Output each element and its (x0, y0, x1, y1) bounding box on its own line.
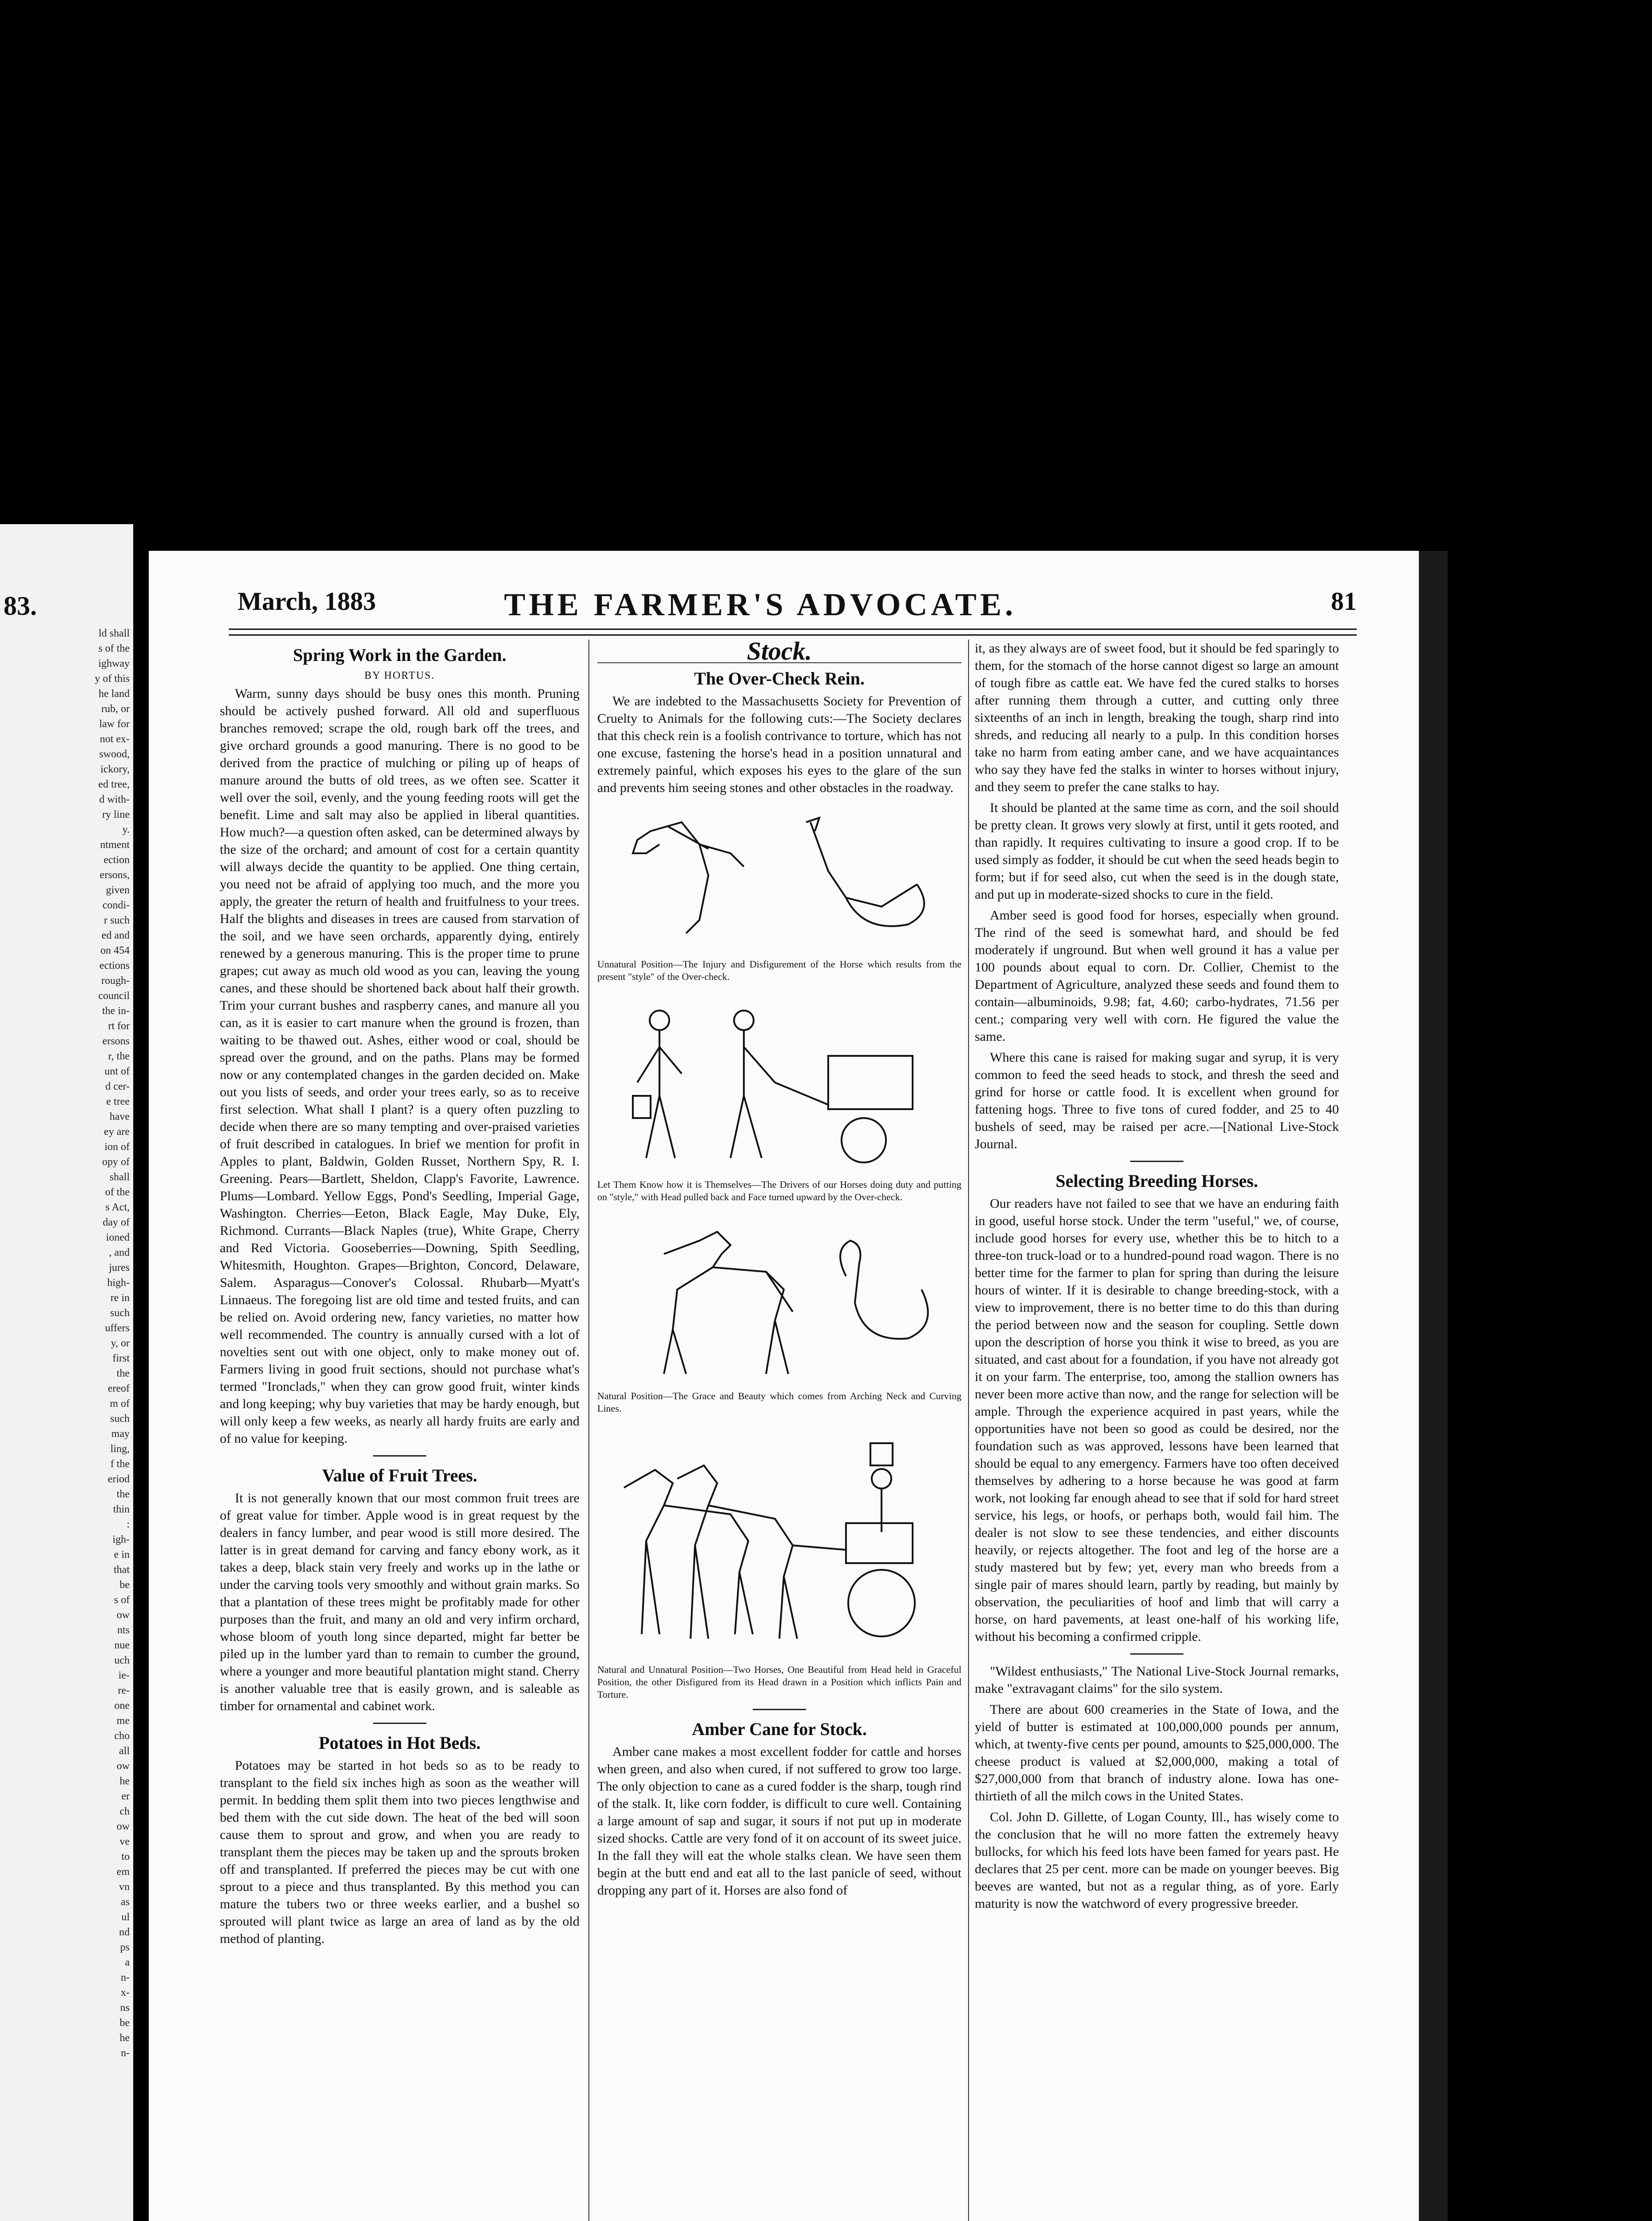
adjacent-page-fragment: n- (121, 2047, 130, 2059)
adjacent-page-fragment: uffers (105, 1322, 130, 1334)
adjacent-page-fragment: rough- (101, 975, 130, 987)
page-shadow (1419, 551, 1448, 2221)
adjacent-page-fragment: , and (109, 1247, 130, 1258)
adjacent-page-fragment: he land (99, 688, 130, 700)
adjacent-page-fragment: d with- (99, 794, 130, 805)
adjacent-page-fragment: have (109, 1111, 130, 1122)
illustration-carriage-two-horses (597, 1425, 961, 1656)
adjacent-page-fragment: day of (103, 1217, 130, 1228)
illustration-horse-overcheck-swan (597, 804, 961, 951)
adjacent-page-fragment: ps (120, 1942, 130, 1953)
adjacent-page-fragment: ow (116, 1609, 130, 1621)
illustration-caption: Let Them Know how it is Themselves—The Drivers of our Horses doing duty and putting on "style," with Head pulled back and Face turned upward by the Over-check. (597, 1179, 961, 1202)
adjacent-page-fragment: re in (110, 1292, 130, 1304)
adjacent-page-fragment: thin (113, 1504, 130, 1515)
adjacent-page-fragment: such (110, 1413, 130, 1425)
article-paragraph: Warm, sunny days should be busy ones this month. Pruning should be actively pushed forward. All old and superfluous branches removed; scrape the old, rough bark off the trees, and give orchard grounds a good manuring. There is no good to be derived from the practice of mulching or piling up of heaps of manure around the butts of old trees, as we often see. Scatter it well over the soil, evenly, and the young feeding roots will get the benefit. Lime and salt may also be applied in liberal quantities. How much?—a question often asked, can be determined always by the size of the orchard; and amount of cost for a certain quantity will always decide the quantity to be applied. One thing certain, you need not be afraid of applying too much, and the more you apply, the greater the return of health and fruitfulness to your trees. Half the blights and diseases in trees are caused from starvation of the soil, and we have seen orchards, apparently dying, entirely renewed by a generous manuring. This is the proper time to prune grapes; cut away as much old wood as you can, leaving the young canes, and these should be shortened back about half their growth. Trim your currant bushes and raspberry canes, and manure all you can, as it is easier to cart manure when the ground is frozen, than waiting to be thawed out. Ashes, either wood or coal, should be spread over the ground, and on the paths. Plans may be formed now or any contemplated changes in the garden decided on. Make out you lists of seeds, and order your trees early, so as to receive first selection. What shall I plant? is a query often puzzling to decide when there are so many tempting and over-praised varieties of fruit described in catalogues. In brief we mention for profit in Apples to plant, Baldwin, Golden Russet, Northern Spy, R. I. Greening. Pears—Bartlett, Sheldon, Clapp's Favorite, Lawrence. Plums—Lombard. Yellow Eggs, Pond's Seedling, Imperial Gage, Washington. Cherries—Eeton, Black Eagle, May Duke, Ely, Richmond. Currants—Black Naples (true), White Grape, Cherry and Red Victoria. Gooseberries—Downing, Spith Seedling, Whitesmith, Houghton. Grapes—Brighton, Concord, Delaware, Salem. Asparagus—Conover's Colossal. Rhubarb—Myatt's Linnaeus. The foregoing list are old time and tested fruits, and can be relied on. Avoid ordering new, fancy varieties, no matter how well recommended. The country is annually cursed with a lot of novelties sent out with one object, only to make money out of. Farmers living in good fruit sections, should not purchase what's termed "Ironclads," when they can grow good fruit, winter kinds and long keeping; why buy varieties that may be hardy enough, but will only keep a few weeks, as nearly all hardy fruits are early and of no value for keeping. (220, 686, 580, 1446)
article-title-spring-work: Spring Work in the Garden. (293, 645, 507, 665)
masthead (211, 586, 1374, 622)
adjacent-page-fragment: jures (109, 1262, 130, 1274)
adjacent-page-fragment: shall (109, 1171, 130, 1183)
adjacent-page-fragment: council (98, 990, 130, 1002)
column-divider (968, 640, 969, 2221)
adjacent-page-fragment: first (112, 1353, 130, 1364)
column-divider (588, 640, 589, 2221)
article-title-amber-cane: Amber Cane for Stock. (691, 1719, 867, 1739)
adjacent-page-fragment: he (119, 1775, 130, 1787)
adjacent-page-fragment: given (106, 884, 130, 896)
adjacent-page-fragment: n- (121, 1972, 130, 1983)
adjacent-page-fragment: vn (119, 1881, 130, 1893)
adjacent-page-fragment: e tree (106, 1096, 130, 1107)
adjacent-page-fragment: condi- (102, 900, 130, 911)
adjacent-page-fragment: nts (117, 1624, 130, 1636)
adjacent-page-fragment: ie- (118, 1670, 130, 1681)
adjacent-page-fragment: opy of (102, 1156, 130, 1168)
adjacent-page-fragment: swood, (99, 748, 130, 760)
adjacent-page-fragment: ection (103, 854, 130, 866)
adjacent-page-fragment: m of (110, 1398, 130, 1409)
adjacent-page-fragment: law for (99, 718, 130, 730)
adjacent-page-fragment: rub, or (101, 703, 130, 715)
adjacent-page-fragment: ersons (102, 1035, 130, 1047)
adjacent-page-fragment: ul (121, 1911, 130, 1923)
adjacent-page-fragment: may (111, 1428, 130, 1440)
adjacent-page-fragment: unt of (104, 1066, 130, 1077)
article-byline: BY HORTUS. (364, 670, 435, 681)
news-item-gillette: Col. John D. Gillette, of Logan County, Ill., has wisely come to the conclusion that he will no more fatten the extremely heavy bullocks, for which his feed lots have been famed for years past. He declares that 25 per cent. more can be made on younger beeves. Big beeves are wanted, but not as a regular thing, as of yore. Early maturity is now the watchword of every progressive breeder. (975, 1810, 1339, 1911)
adjacent-page-fragment: that (114, 1564, 130, 1576)
adjacent-page-fragment: d cer- (105, 1081, 130, 1092)
masthead-rule (229, 629, 1357, 636)
adjacent-page-fragment: e in (114, 1549, 130, 1560)
adjacent-page-fragment: ow (116, 1760, 130, 1772)
illustration-horse-natural-swan (597, 1214, 961, 1383)
adjacent-page-fragment: to (121, 1851, 130, 1863)
adjacent-page-fragment: one (114, 1700, 130, 1712)
adjacent-page-fragment: ling, (110, 1443, 130, 1455)
adjacent-page-fragment: ion of (104, 1141, 130, 1153)
article-title-fruit-trees: Value of Fruit Trees. (322, 1465, 477, 1485)
newspaper-page (149, 551, 1419, 2221)
adjacent-page-fragment: ve (119, 1836, 130, 1847)
adjacent-page-fragment: y. (122, 824, 130, 836)
article-title-breeding-horses: Selecting Breeding Horses. (1056, 1171, 1258, 1191)
adjacent-page-fragment: the (116, 1489, 130, 1500)
adjacent-page-fragment: y of this (95, 673, 130, 685)
adjacent-page-fragment: rt for (108, 1020, 130, 1032)
column-2 (597, 640, 961, 2221)
adjacent-page-fragment: ections (99, 960, 130, 971)
adjacent-page-edge (0, 524, 133, 2221)
adjacent-page-fragment: x- (121, 1987, 130, 1998)
illustration-men-pulling-cart (597, 994, 961, 1171)
article-paragraph: Where this cane is raised for making sugar and syrup, it is very common to feed the seed heads to stock, and thresh the seed and grind for horse or cattle food. It is excellent when ground for fattening hogs. Three to five tons of cured fodder, and 25 to 40 bushels of seed, may be raised per acre.—[National Live-Stock Journal. (975, 1050, 1339, 1151)
adjacent-page-fragment: re- (118, 1685, 130, 1696)
adjacent-page-fragment: ersons, (99, 869, 130, 881)
article-title-potatoes: Potatoes in Hot Beds. (318, 1733, 481, 1753)
adjacent-page-fragment: nue (114, 1640, 130, 1651)
section-separator (1130, 1653, 1183, 1655)
adjacent-page-fragment: s of (114, 1594, 130, 1606)
adjacent-page-fragment: nd (119, 1926, 130, 1938)
adjacent-page-fragment: the in- (102, 1005, 130, 1017)
article-paragraph: Amber cane makes a most excellent fodder for cattle and horses when green, and also when cured, if not suffered to grow too large. The only objection to cane as a cured fodder is the sharp, tough rind of the stalk. It, like corn fodder, is difficult to cure well. Containing a large amount of sap and sugar, it sours if not put up in moderate sized shocks. Cattle are very fond of it on account of its sweet juice. In the fall they will eat the whole stalks clean. We have seen them begin at the butt end and eat all to the last panicle of seed, without dropping any part of it. Horses are also fond of (597, 1744, 961, 1898)
adjacent-page-fragment: em (116, 1866, 130, 1878)
adjacent-page-fragment: ld shall (99, 628, 130, 639)
section-separator (373, 1723, 426, 1724)
publication-title: THE FARMER'S ADVOCATE. (504, 587, 1017, 622)
adjacent-page-fragment: igh- (112, 1534, 130, 1545)
adjacent-page-fragment: r, the (108, 1051, 130, 1062)
adjacent-page-fragment: uch (114, 1655, 130, 1666)
article-paragraph: Amber seed is good food for horses, especially when ground. The rind of the seed is somewhat hard, and should be fed moderately if unground. But when well ground it has a value per 100 pounds about equal to corn. Dr. Collier, Chemist to the Department of Agriculture, analyzed these seeds and found them to contain—albuminoids, 9.98; fat, 4.60; carbo-hydrates, 71.56 per cent.; comparing very well with corn. He figured the value the same. (975, 908, 1339, 1044)
illustration-caption: Natural Position—The Grace and Beauty which comes from Arching Neck and Curving Lines. (597, 1390, 961, 1414)
adjacent-page-folio: 83. (4, 591, 37, 621)
adjacent-page-fragment: ns (120, 2002, 130, 2014)
article-paragraph: It should be planted at the same time as corn, and the soil should be pretty clean. It grows very slowly at first, until it gets rooted, and than rapidly. It requires cultivating to insure a good crop. If to be used simply as fodder, it should be cut when the seed heads begin to form; but if for seed also, cut when the seed is in the dough state, and put up in moderate-sized shocks to cure in the field. (975, 800, 1339, 902)
article-paragraph: Our readers have not failed to see that we have an enduring faith in good, useful horse stock. Under the term "useful," we, of course, include good horses for every use, whether this be to hitch to a three-ton truck-load or to a hundred-pound road wagon. There is no better time for the farmer to plan for spring than during the leisure hours of winter. If it is desirable to change breeding-stock, with a view to improvement, there is no better time to do this than during the period between now and the season for coupling. Settle down upon the description of horse you think it wise to breed, as you are situated, and cast about for a foundation, if you have not already got it on your farm. The enterprise, too, among the stallion owners has never been more active than now, and the range for selection will be ample. Through the experience acquired in past years, while the opportunities have not been so good as could be desired, nor the foundation such as was approved, lessons have been learned that should be equal to any emergency. Farmers have too often deceived themselves by adhering to a horse because he was good at farm work, not looking far enough ahead to see that if sold for hard street service, his legs, or hoofs, or perhaps both, would fail him. The dealer is not slow to see these tendencies, and either discounts heavily, or rejects altogether. The foot and leg of the horse are a study mastered but by few; yet, every man who breeds from a single pair of mares should learn, partly by reading, but mainly by observation, the peculiarities of hoof and limb that will carry a horse, on hard pavements, at least one-half of his working life, without his becoming a confirmed cripple. (975, 1196, 1339, 1644)
adjacent-page-fragment: ed tree, (98, 779, 130, 790)
article-paragraph: it, as they always are of sweet food, but it should be fed sparingly to them, for the stomach of the horse cannot digest so large an amount of tough fibre as cattle eat. We have fed the cured stalks to horses after running them through a cutter, and cutting only three sixteenths of an inch in length, breaking the tough, sharp rind into shreds, and reducing all nearly to a pulp. In this condition horses take no harm from eating amber cane, and we have acquaintances who say they have fed the stalks in winter to horses without injury, and they seem to prefer the cane stalks to hay. (975, 641, 1339, 794)
adjacent-page-fragment: ed and (101, 930, 130, 941)
adjacent-page-fragment: f the (110, 1458, 130, 1470)
department-heading: Stock. (597, 642, 961, 663)
column-3 (975, 640, 1339, 2221)
adjacent-page-fragment: s of the (98, 643, 130, 654)
adjacent-page-fragment: ntment (100, 839, 130, 851)
adjacent-page-fragment: s Act, (105, 1202, 130, 1213)
news-item-wildest: "Wildest enthusiasts," The National Live-Stock Journal remarks, make "extravagant claims" for the silo system. (975, 1664, 1339, 1696)
adjacent-page-fragment: ey are (104, 1126, 130, 1138)
adjacent-page-fragment: ighway (98, 658, 130, 669)
adjacent-page-fragment: be (119, 2017, 130, 2029)
page-number: 81 (1331, 587, 1357, 616)
section-separator (373, 1455, 426, 1457)
adjacent-page-fragment: : (127, 1519, 130, 1530)
adjacent-page-fragment: high- (107, 1277, 130, 1289)
column-1 (220, 640, 580, 2221)
adjacent-page-fragment: ch (119, 1806, 130, 1817)
article-paragraph: Potatoes may be started in hot beds so as to be ready to transplant to the field six inches high as soon as the weather will permit. In bedding them split them into two pieces lengthwise and bed them with the cut side down. The heat of the bed will soon cause them to sprout and grow, and when you are ready to transplant them the pieces may be taken up and the sprouts broken off and transplanted. If preferred the pieces may be cut with one sprout to a piece and thus transplanted. By this method you can mature the tubers two or three weeks earlier, and a bushel so sprouted will plant twice as large an area of land as by the old method of planting. (220, 1758, 580, 1946)
adjacent-page-fragment: on 454 (100, 945, 130, 956)
adjacent-page-fragment: he (119, 2032, 130, 2044)
adjacent-page-fragment: be (119, 1579, 130, 1591)
adjacent-page-fragment: the (116, 1368, 130, 1379)
issue-date: March, 1883 (238, 587, 376, 616)
article-paragraph: We are indebted to the Massachusetts Society for Prevention of Cruelty to Animals for the following cuts:—The Society declares that this check rein is a foolish contrivance to torture, which has not one excuse, fastening the horse's head in a position unnatural and extremely painful, which exposes his eyes to the glare of the sun and prevents him seeing stones and other obstacles in the roadway. (597, 694, 961, 795)
adjacent-page-fragment: eriod (107, 1473, 130, 1485)
news-item-creameries: There are about 600 creameries in the State of Iowa, and the yield of butter is estimated at 100,000,000 pounds per annum, which, at twenty-five cents per pound, amounts to $25,000,000. The cheese product is valued at $2,000,000, making a total of $27,000,000 from that branch of industry alone. Iowa has one-thirtieth of all the milch cows in the United States. (975, 1702, 1339, 1803)
adjacent-page-fragment: ry line (102, 809, 130, 820)
adjacent-page-fragment: not ex- (99, 733, 130, 745)
adjacent-page-fragment: as (121, 1896, 130, 1908)
adjacent-page-fragment: ickory, (100, 764, 130, 775)
adjacent-page-fragment: cho (114, 1730, 130, 1742)
illustration-caption: Natural and Unnatural Position—Two Horses, One Beautiful from Head held in Graceful Position, the other Disfigured from its Head drawn in a Position which inflicts Pain and Torture. (597, 1664, 961, 1700)
adjacent-page-fragment: me (116, 1715, 130, 1727)
adjacent-page-fragment: all (119, 1745, 130, 1757)
adjacent-page-fragment: a (125, 1957, 130, 1968)
adjacent-page-fragment: r such (104, 915, 130, 926)
adjacent-page-fragment: ioned (106, 1232, 130, 1243)
illustration-caption: Unnatural Position—The Injury and Disfigurement of the Horse which results from the present "style" of the Over-check. (597, 959, 961, 982)
adjacent-page-fragment: of the (105, 1186, 130, 1198)
adjacent-page-fragment: ereof (107, 1383, 130, 1394)
adjacent-page-fragment: er (121, 1791, 130, 1802)
adjacent-page-fragment: y, or (111, 1337, 130, 1349)
section-separator (753, 1709, 806, 1710)
article-paragraph: It is not generally known that our most common fruit trees are of great value for timber. Apple wood is in great request by the dealers in fancy lumber, and pear wood is still more desired. The latter is in great demand for carving and fancy ebony work, as it takes a deep, black stain very freely and works up in the lathe or under the carving tools very smoothly and without grain marks. So that a plantation of these trees might be profitably made for other purposes than the fruit, and many an old and very infirm orchard, whose bloom of youth long since departed, might far better be piled up in the lumber yard than to remain to cumber the ground, where a younger and more beautiful plantation might stand. Cherry is another valuable tree that is easily grown, and is saleable as timber for ornamental and cabinet work. (220, 1491, 580, 1713)
article-title-overcheck: The Over-Check Rein. (694, 669, 865, 689)
adjacent-page-fragment: ow (116, 1821, 130, 1832)
adjacent-page-fragment: such (110, 1307, 130, 1319)
section-separator (1130, 1161, 1183, 1162)
